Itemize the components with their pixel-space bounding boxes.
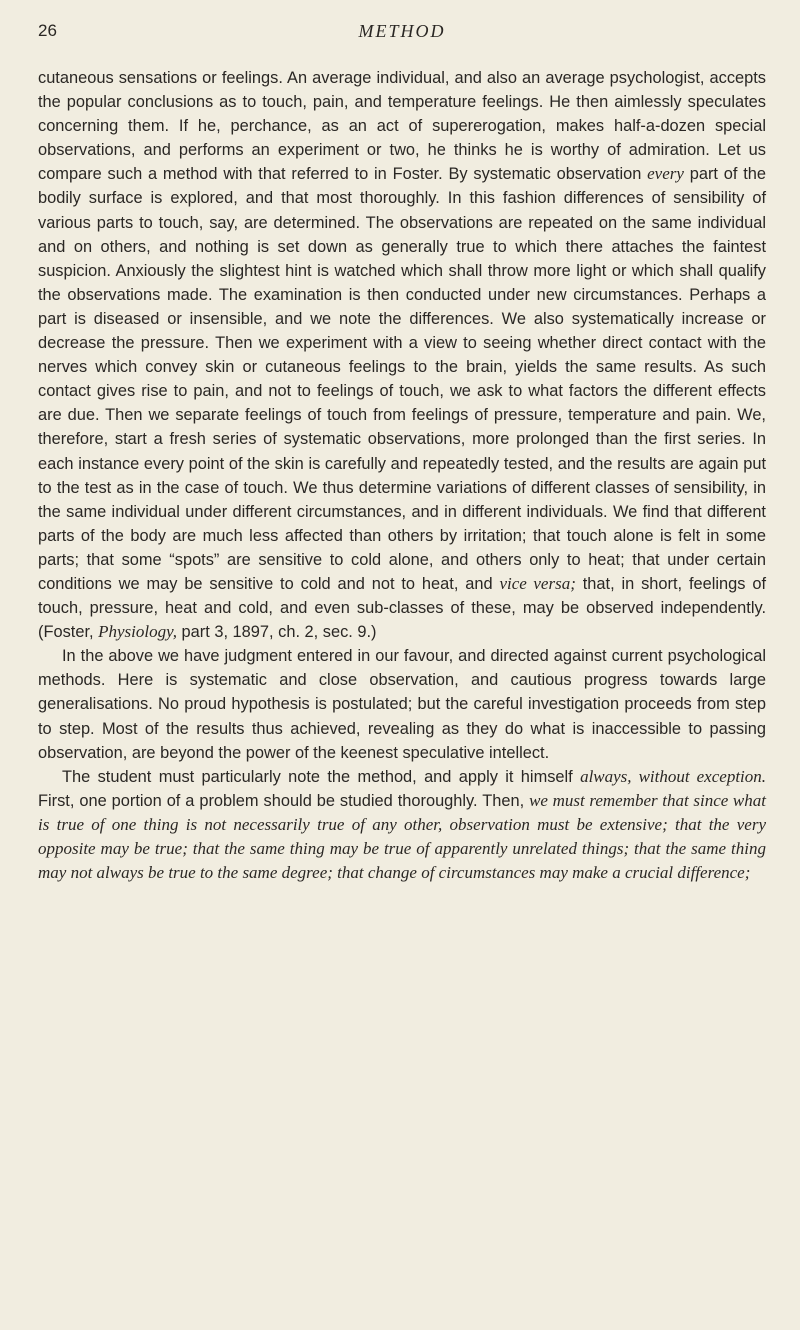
italic-run: vice versa; (499, 573, 576, 593)
text-run: cutaneous sensations or feelings. An average individual, and also an average psychologist, accepts the popular conclusions as to touch, pain, and temperature feelings. He then aimlessly speculates concerning them. If he, perchance, as an act of supererogation, makes half-a-dozen special observations, and performs an experiment or two, he thinks he is worthy of admiration. Let us compare such a method with that referred to in Foster. By systematic observation (38, 69, 766, 184)
body-text (38, 66, 766, 885)
text-run: part of the bodily surface is explored, and that most thoroughly. In this fashion differences of sensibility of various parts to touch, say, are determined. The observations are repeated on the same individual and on others, and nothing is set down as generally true to which there attaches the faintest suspicion. Anxiously the slightest hint is watched which shall throw more light or which shall qualify the observations made. The examination is then conducted under new circumstances. Perhaps a part is diseased or insensible, and we note the differences. We also systematically increase or decrease the pressure. Then we experiment with a view to seeing whether direct contact with the nerves which convey skin or cutaneous feelings to the brain, yields the same results. As such contact gives rise to pain, and not to feelings of touch, we ask to what factors the different effects are due. Then we separate feelings of touch from feelings of pressure, temperature and pain. We, therefore, start a fresh series of systematic observations, more prolonged than the first series. In each instance every point of the skin is carefully and repeatedly tested, and the results are again put to the test as in the case of touch. We thus determine variations of different classes of sensibility, in the same individual under different circumstances, and in different individuals. We find that different parts of the body are much less affected than others by irritation; that touch alone is felt in some parts; that some “spots” are sensitive to cold alone, and others only to heat; that under certain conditions we may be sensitive to cold and not to heat, and (38, 165, 766, 593)
text-run: The student must particularly note the method, and apply it himself (62, 767, 581, 786)
italic-run: every (647, 164, 684, 184)
page-header (38, 16, 766, 46)
paragraph-2 (38, 644, 766, 764)
text-run: that, in short, feelings of touch, pressure, heat and cold, and even sub-classes of these, may be observed independently. (Foster, (38, 574, 766, 642)
book-page (38, 0, 766, 1330)
page-number: 26 (38, 21, 57, 40)
text-run: First, one portion of a problem should be studied thoroughly. Then, (38, 791, 530, 810)
running-head: METHOD (358, 21, 446, 41)
paragraph-3 (38, 765, 766, 885)
text-run: part 3, 1897, ch. 2, sec. 9.) (176, 623, 377, 642)
text-run: In the above we have judgment entered in our favour, and directed against current psychological methods. Here is systematic and close observation, and cautious progress towards large generalisations. No proud hypothesis is postulated; but the careful investigation proceeds from step to step. Most of the results thus achieved, revealing as they do what is inaccessible to passing observation, are beyond the power of the keenest speculative intellect. (38, 647, 766, 762)
italic-run: we must remember that since what is true of one thing is not necessarily true of any other, observation must be extensive; that the very opposite may be true; that the same thing may be true of apparently unrelated things; that the same thing may not always be true to the same degree; that change of circumstances may make a crucial difference; (38, 790, 766, 883)
italic-run: Physiology, (98, 622, 177, 642)
paragraph-1 (38, 66, 766, 644)
italic-run: always, without exception. (580, 766, 767, 786)
